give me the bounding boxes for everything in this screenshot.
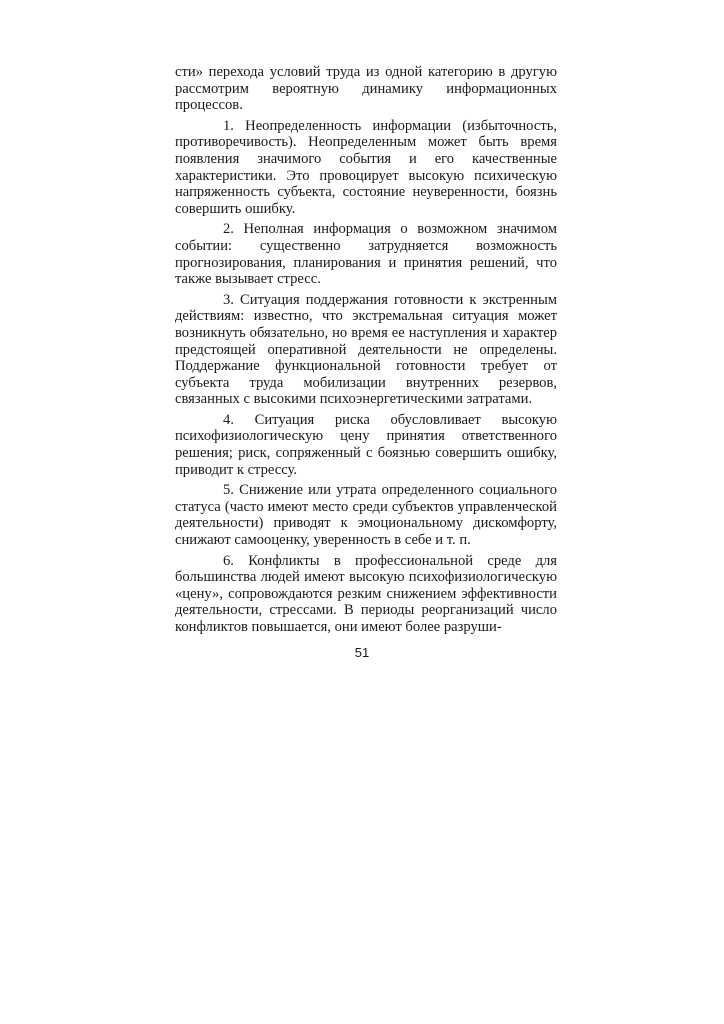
paragraph-item-3: 3. Ситуация поддержания готовности к экстренным действиям: известно, что экстремальная ситуация может возникнуть обязательно, но время ее наступления и характер предстоящей оперативной деятельности не определены. Поддержание функциональной готовности требует от субъекта труда мобилизации внутренних резервов, связанных с высокими психоэнергетическими затратами.	[175, 291, 557, 408]
paragraph-item-5: 5. Снижение или утрата определенного социального статуса (часто имеют место среди субъектов управленческой деятельности) приводят к эмоциональному дискомфорту, снижают самооценку, уверенность в себе и т. п.	[175, 482, 557, 549]
paragraph-item-1: 1. Неопределенность информации (избыточность, противоречивость). Неопределенным может быть время появления значимого события и его качественные характеристики. Это провоцирует высокую психическую напряженность субъекта, состояние неуверенности, боязнь совершить ошибку.	[175, 117, 557, 217]
paragraph-item-4: 4. Ситуация риска обусловливает высокую психофизиологическую цену принятия ответственного решения; риск, сопряженный с боязнью совершить ошибку, приводит к стрессу.	[175, 411, 557, 478]
paragraph-item-6: 6. Конфликты в профессиональной среде для большинства людей имеют высокую психофизиологическую «цену», сопровождаются резким снижением эффективности деятельности, стрессами. В периоды реорганизаций число конфликтов повышается, они имеют более разруши-	[175, 552, 557, 635]
page-number: 51	[354, 645, 370, 660]
paragraph-continuation: сти» перехода условий труда из одной категорию в другую рассмотрим вероятную динамику информационных процессов.	[175, 64, 557, 114]
paragraph-item-2: 2. Неполная информация о возможном значимом событии: существенно затрудняется возможность прогнозирования, планирования и принятия решений, что также вызывает стресс.	[175, 221, 557, 288]
body-text	[175, 64, 557, 640]
